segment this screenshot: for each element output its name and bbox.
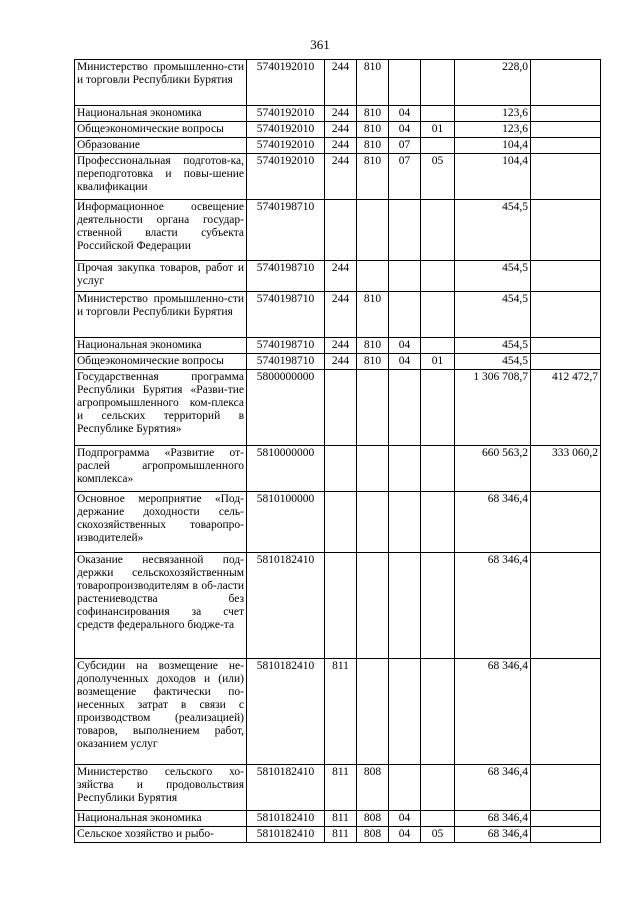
expense-type (325, 492, 357, 553)
subsection-code (421, 370, 455, 446)
amount-federal (531, 60, 601, 106)
target-code: 5740192010 (247, 122, 325, 138)
amount-total: 454,5 (455, 200, 531, 261)
section-code (389, 261, 421, 292)
section-code: 04 (389, 106, 421, 122)
expense-type (325, 200, 357, 261)
table-row (75, 200, 601, 261)
row-name: Государственная программа Республики Бурятия «Разви-тие агропромышленного ком-плекса и сельских территорий в Республике Бурятия» (75, 370, 247, 446)
administrator-code: 810 (357, 154, 389, 200)
expense-type: 244 (325, 354, 357, 370)
expense-type: 244 (325, 122, 357, 138)
row-name: Основное мероприятие «Под-держание доходности сель-скохозяйственных товаропро-изводителей» (75, 492, 247, 553)
subsection-code (421, 811, 455, 827)
table-row (75, 106, 601, 122)
expense-type: 244 (325, 138, 357, 154)
section-code (389, 370, 421, 446)
table-row (75, 446, 601, 492)
amount-total: 123,6 (455, 122, 531, 138)
subsection-code: 05 (421, 827, 455, 843)
expense-type (325, 553, 357, 659)
target-code: 5740198710 (247, 354, 325, 370)
amount-total: 68 346,4 (455, 553, 531, 659)
table-row (75, 154, 601, 200)
administrator-code (357, 659, 389, 765)
row-name: Национальная экономика (75, 811, 247, 827)
subsection-code: 01 (421, 122, 455, 138)
table-row (75, 338, 601, 354)
row-name: Общеэкономические вопросы (75, 354, 247, 370)
amount-federal (531, 659, 601, 765)
row-name: Прочая закупка товаров, работ и услуг (75, 261, 247, 292)
amount-total: 68 346,4 (455, 492, 531, 553)
section-code (389, 292, 421, 338)
table-row (75, 659, 601, 765)
section-code (389, 446, 421, 492)
amount-federal (531, 492, 601, 553)
administrator-code: 810 (357, 338, 389, 354)
amount-total: 454,5 (455, 354, 531, 370)
expense-type: 811 (325, 811, 357, 827)
subsection-code (421, 138, 455, 154)
target-code: 5810000000 (247, 446, 325, 492)
table-row (75, 354, 601, 370)
row-name: Общеэкономические вопросы (75, 122, 247, 138)
administrator-code (357, 446, 389, 492)
amount-federal: 412 472,7 (531, 370, 601, 446)
subsection-code (421, 106, 455, 122)
subsection-code (421, 292, 455, 338)
section-code (389, 765, 421, 811)
subsection-code (421, 765, 455, 811)
row-name: Национальная экономика (75, 338, 247, 354)
subsection-code (421, 200, 455, 261)
target-code: 5810182410 (247, 553, 325, 659)
target-code: 5800000000 (247, 370, 325, 446)
amount-federal (531, 354, 601, 370)
target-code: 5740192010 (247, 154, 325, 200)
subsection-code (421, 261, 455, 292)
target-code: 5740192010 (247, 106, 325, 122)
row-name: Субсидии на возмещение не-дополученных доходов и (или) возмещение фактически по-несенных затрат в связи с производством (реализацией) товаров, выполнением работ, оказанием услуг (75, 659, 247, 765)
amount-federal (531, 338, 601, 354)
target-code: 5740198710 (247, 200, 325, 261)
row-name: Информационное освещение деятельности органа государ-ственной власти субъекта Российской Федерации (75, 200, 247, 261)
expense-type: 811 (325, 765, 357, 811)
subsection-code: 05 (421, 154, 455, 200)
row-name: Министерство сельского хо-зяйства и продовольствия Республики Бурятия (75, 765, 247, 811)
target-code: 5810182410 (247, 765, 325, 811)
amount-federal (531, 811, 601, 827)
table-row (75, 261, 601, 292)
expense-type (325, 370, 357, 446)
amount-federal (531, 553, 601, 659)
amount-total: 1 306 708,7 (455, 370, 531, 446)
amount-federal (531, 292, 601, 338)
amount-total: 660 563,2 (455, 446, 531, 492)
administrator-code: 810 (357, 354, 389, 370)
subsection-code (421, 659, 455, 765)
section-code (389, 60, 421, 106)
section-code (389, 659, 421, 765)
administrator-code: 810 (357, 122, 389, 138)
amount-federal (531, 827, 601, 843)
section-code: 07 (389, 138, 421, 154)
page-number: 361 (310, 37, 330, 52)
row-name: Подпрограмма «Развитие от-раслей агропромышленного комплекса» (75, 446, 247, 492)
administrator-code: 810 (357, 138, 389, 154)
amount-federal (531, 122, 601, 138)
amount-total: 68 346,4 (455, 765, 531, 811)
amount-federal (531, 106, 601, 122)
row-name: Оказание несвязанной под-держки сельскохозяйственным товаропроизводителям в об-ласти растениеводства без софинансирования за счет средств федерального бюдже-та (75, 553, 247, 659)
expense-type: 244 (325, 154, 357, 200)
row-name: Образование (75, 138, 247, 154)
subsection-code (421, 492, 455, 553)
amount-federal (531, 138, 601, 154)
amount-federal (531, 154, 601, 200)
amount-federal (531, 200, 601, 261)
amount-federal (531, 765, 601, 811)
target-code: 5810182410 (247, 811, 325, 827)
expense-type (325, 446, 357, 492)
expense-type: 244 (325, 338, 357, 354)
row-name: Профессиональная подготов-ка, переподготовка и повы-шение квалификации (75, 154, 247, 200)
target-code: 5740192010 (247, 60, 325, 106)
amount-total: 104,4 (455, 154, 531, 200)
target-code: 5740198710 (247, 261, 325, 292)
administrator-code (357, 492, 389, 553)
section-code: 04 (389, 827, 421, 843)
expense-type: 811 (325, 827, 357, 843)
section-code: 04 (389, 338, 421, 354)
administrator-code: 810 (357, 292, 389, 338)
amount-federal (531, 261, 601, 292)
expense-type: 811 (325, 659, 357, 765)
administrator-code (357, 200, 389, 261)
target-code: 5740192010 (247, 138, 325, 154)
row-name: Министерство промышленно-сти и торговли Республики Бурятия (75, 60, 247, 106)
administrator-code (357, 553, 389, 659)
administrator-code: 810 (357, 60, 389, 106)
amount-total: 454,5 (455, 261, 531, 292)
amount-total: 68 346,4 (455, 659, 531, 765)
amount-total: 68 346,4 (455, 811, 531, 827)
expense-type: 244 (325, 60, 357, 106)
subsection-code: 01 (421, 354, 455, 370)
target-code: 5810182410 (247, 827, 325, 843)
amount-federal: 333 060,2 (531, 446, 601, 492)
table-row (75, 811, 601, 827)
amount-total: 123,6 (455, 106, 531, 122)
administrator-code: 808 (357, 811, 389, 827)
administrator-code: 810 (357, 106, 389, 122)
section-code (389, 492, 421, 553)
administrator-code: 808 (357, 765, 389, 811)
administrator-code (357, 261, 389, 292)
target-code: 5740198710 (247, 338, 325, 354)
expense-type: 244 (325, 106, 357, 122)
expense-type: 244 (325, 292, 357, 338)
table-row (75, 553, 601, 659)
table-row (75, 138, 601, 154)
row-name: Министерство промышленно-сти и торговли Республики Бурятия (75, 292, 247, 338)
table-row (75, 122, 601, 138)
table-row (75, 492, 601, 553)
section-code: 07 (389, 154, 421, 200)
budget-table (74, 59, 601, 843)
row-name: Сельское хозяйство и рыбо- (75, 827, 247, 843)
subsection-code (421, 446, 455, 492)
administrator-code (357, 370, 389, 446)
table-row (75, 827, 601, 843)
amount-total: 454,5 (455, 338, 531, 354)
target-code: 5810182410 (247, 659, 325, 765)
administrator-code: 808 (357, 827, 389, 843)
section-code (389, 200, 421, 261)
subsection-code (421, 60, 455, 106)
target-code: 5740198710 (247, 292, 325, 338)
row-name: Национальная экономика (75, 106, 247, 122)
amount-total: 454,5 (455, 292, 531, 338)
table-row (75, 765, 601, 811)
subsection-code (421, 338, 455, 354)
target-code: 5810100000 (247, 492, 325, 553)
section-code: 04 (389, 122, 421, 138)
table-row (75, 370, 601, 446)
amount-total: 68 346,4 (455, 827, 531, 843)
amount-total: 104,4 (455, 138, 531, 154)
amount-total: 228,0 (455, 60, 531, 106)
section-code: 04 (389, 354, 421, 370)
section-code (389, 553, 421, 659)
section-code: 04 (389, 811, 421, 827)
expense-type: 244 (325, 261, 357, 292)
subsection-code (421, 553, 455, 659)
table-row (75, 292, 601, 338)
table-row (75, 60, 601, 106)
